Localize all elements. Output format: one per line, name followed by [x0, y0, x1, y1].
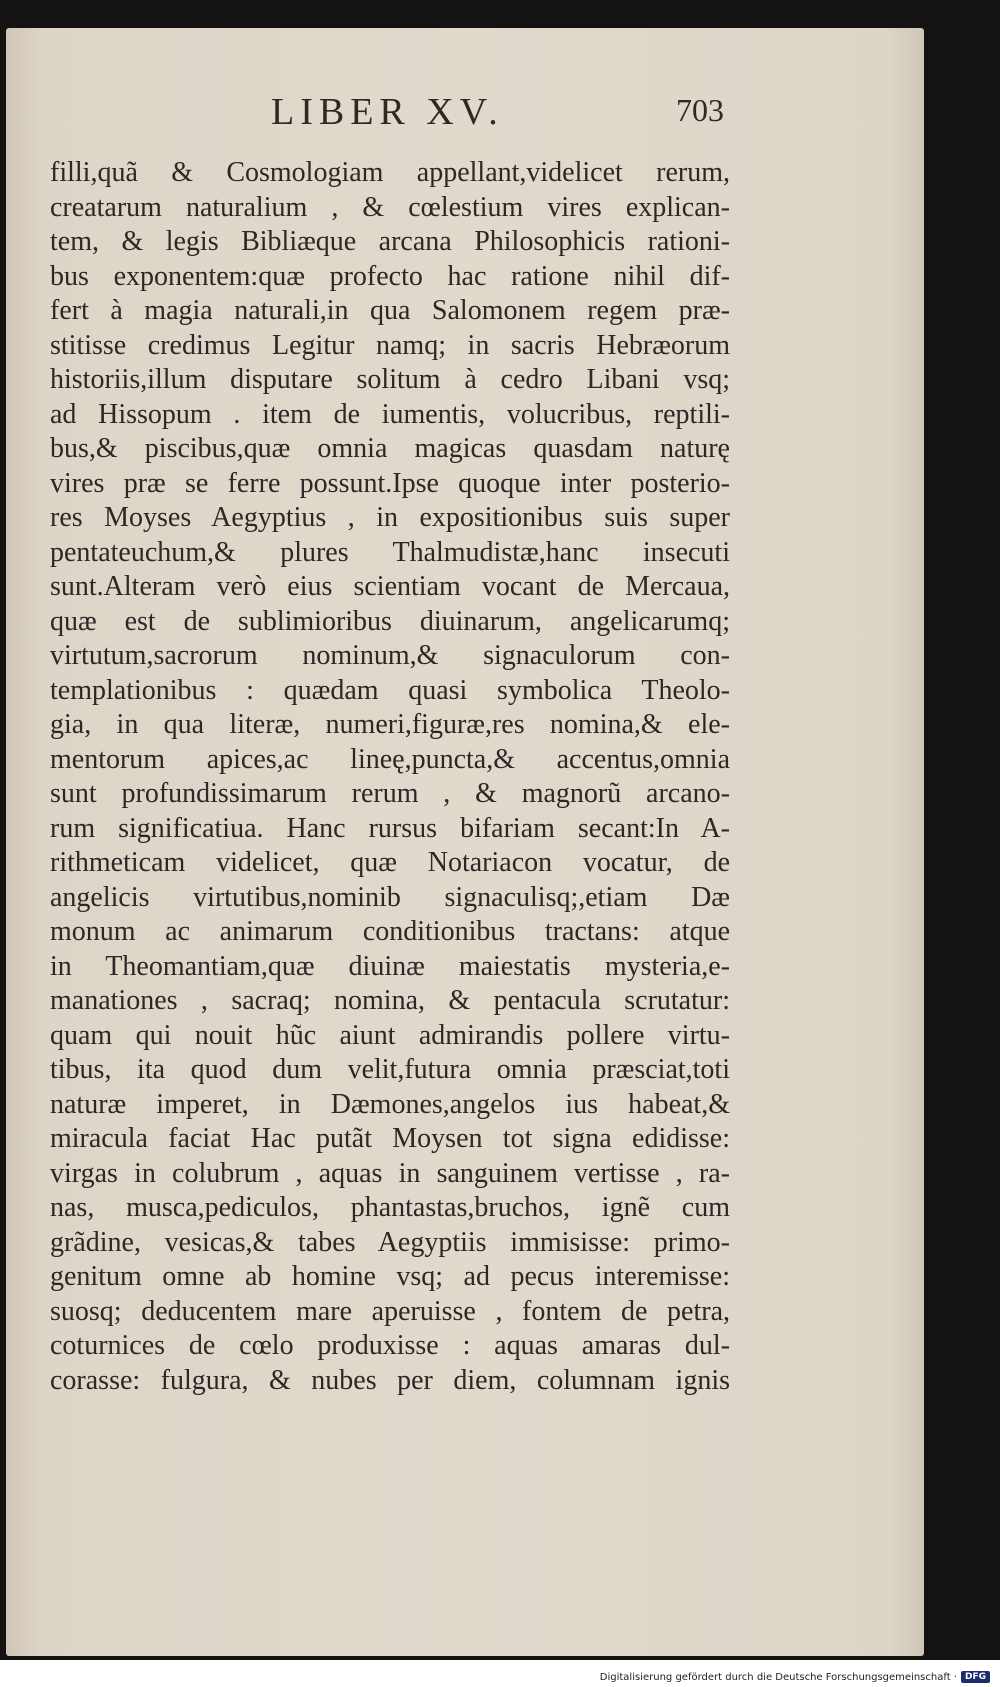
- text-line: bus exponentem:quæ profecto hac ratione nihil dif-: [50, 260, 730, 292]
- text-line: pentateuchum,& plures Thalmudistæ,hanc insecuti: [50, 536, 730, 568]
- dfg-logo: DFG: [961, 1671, 990, 1683]
- page-number: 703: [676, 92, 724, 128]
- credit-text: Digitalisierung gefördert durch die Deutsche Forschungsgemeinschaft ·: [599, 1671, 957, 1683]
- text-line: gia, in qua literæ, numeri,figuræ,res nomina,& ele-: [50, 709, 730, 740]
- text-line: manationes , sacraq; nomina, & pentacula scrutatur:: [50, 985, 730, 1016]
- text-line: bus,& piscibus,quæ omnia magicas quasdam naturę: [50, 433, 730, 464]
- text-line: ad Hissopum . item de iumentis, volucribus, reptili-: [50, 398, 730, 430]
- text-line: angelicis virtutibus,nominib signaculisq;,etiam Dæ: [50, 881, 730, 913]
- text-line: sunt profundissimarum rerum , & magnorũ arcano-: [50, 778, 730, 809]
- text-line: creatarum naturalium , & cœlestium vires explican-: [50, 191, 730, 223]
- digitization-credit: [600, 1671, 990, 1683]
- text-line: stitisse credimus Legitur namq; in sacris Hebræorum: [50, 329, 730, 361]
- text-line: coturnices de cœlo produxisse : aquas amaras dul-: [50, 1330, 730, 1361]
- text-line: fert à magia naturali,in qua Salomonem regem præ-: [50, 295, 730, 326]
- text-line: virtutum,sacrorum nominum,& signaculorum con-: [50, 640, 730, 671]
- text-line: res Moyses Aegyptius , in expositionibus suis super: [50, 502, 730, 533]
- text-line: filli,quã & Cosmologiam appellant,videlicet rerum,: [50, 157, 730, 188]
- running-head: [6, 90, 924, 154]
- text-line: in Theomantiam,quæ diuinæ maiestatis mysteria,e-: [50, 950, 730, 982]
- text-line: vires præ se ferre possunt.Ipse quoque inter posterio-: [50, 467, 730, 499]
- body-text: [50, 156, 730, 1398]
- text-line: rum significatiua. Hanc rursus bifariam secant:In A-: [50, 812, 730, 844]
- text-line: suosq; deducentem mare aperuisse , fontem de petra,: [50, 1295, 730, 1327]
- text-line: virgas in colubrum , aquas in sanguinem vertisse , ra-: [50, 1157, 730, 1189]
- text-line: naturæ imperet, in Dæmones,angelos ius habeat,&: [50, 1088, 730, 1120]
- text-line: tibus, ita quod dum velit,futura omnia præsciat,toti: [50, 1054, 730, 1085]
- text-line: monum ac animarum conditionibus tractans: atque: [50, 916, 730, 947]
- text-line: corasse: fulgura, & nubes per diem, columnam ignis: [50, 1364, 730, 1396]
- text-line: genitum omne ab homine vsq; ad pecus interemisse:: [50, 1261, 730, 1292]
- text-line: mentorum apices,ac lineę,puncta,& accentus,omnia: [50, 743, 730, 775]
- text-line: quæ est de sublimioribus diuinarum, angelicarumq;: [50, 605, 730, 637]
- text-line: sunt.Alteram verò eius scientiam vocant de Mercaua,: [50, 571, 730, 602]
- text-line: grãdine, vesicas,& tabes Aegyptiis immisisse: primo-: [50, 1226, 730, 1258]
- text-line: miracula faciat Hac putãt Moysen tot signa edidisse:: [50, 1123, 730, 1154]
- text-line: historiis,illum disputare solitum à cedro Libani vsq;: [50, 364, 730, 395]
- running-head-title: LIBER XV.: [271, 91, 504, 133]
- text-line: nas, musca,pediculos, phantastas,bruchos, ignẽ cum: [50, 1192, 730, 1223]
- book-page: [6, 28, 924, 1656]
- text-line: templationibus : quædam quasi symbolica Theolo-: [50, 674, 730, 706]
- text-line: tem, & legis Bibliæque arcana Philosophicis rationi-: [50, 226, 730, 257]
- text-line: quam qui nouit hũc aiunt admirandis pollere virtu-: [50, 1019, 730, 1051]
- text-line: rithmeticam videlicet, quæ Notariacon vocatur, de: [50, 847, 730, 878]
